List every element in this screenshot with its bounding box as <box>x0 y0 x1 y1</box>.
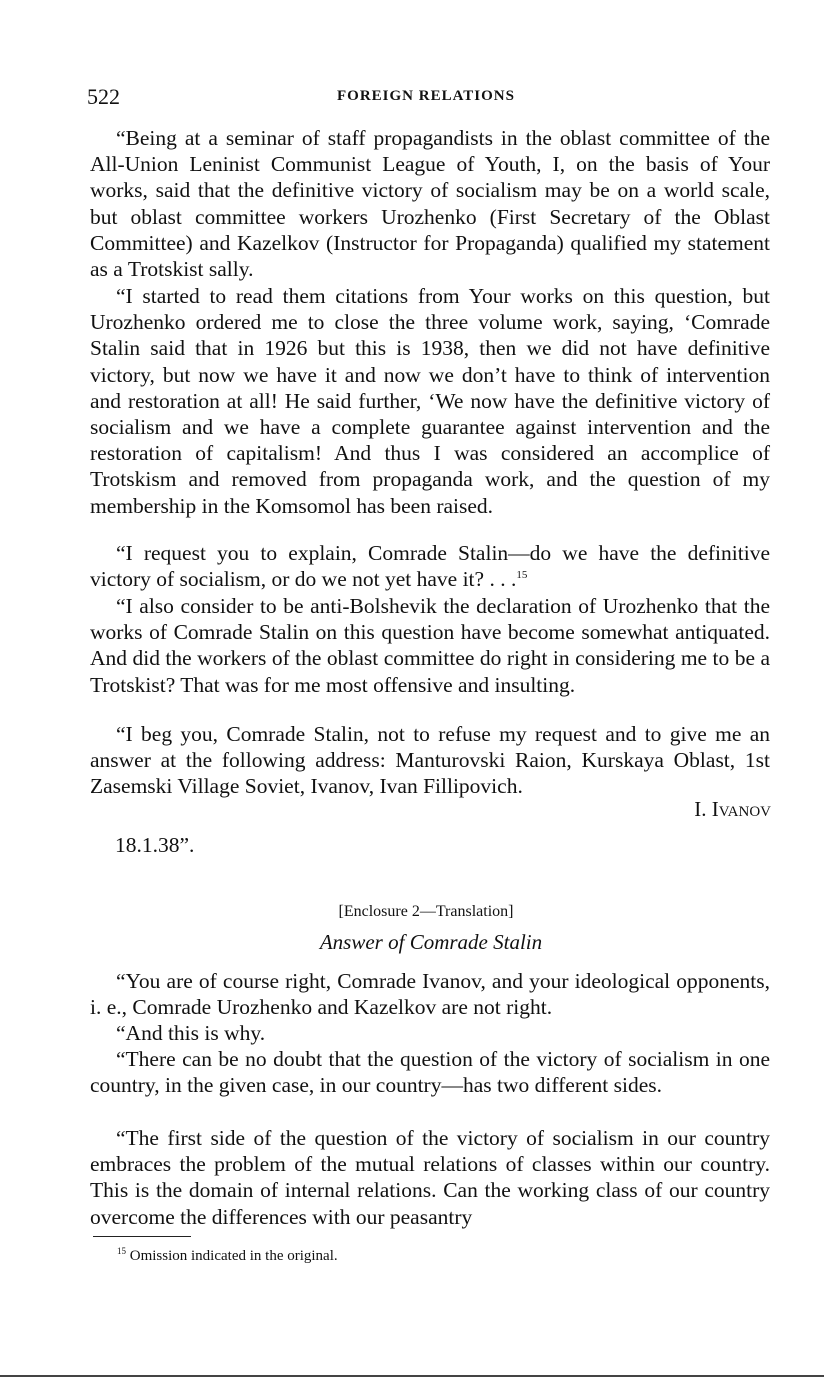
letter-paragraph-5: “I beg you, Comrade Stalin, not to refuse my request and to give me an answer at the following address: Manturovski Raion, Kurskaya Oblast, 1st Zasemski Village Soviet, Ivanov, Ivan Fillipovich. <box>90 722 770 799</box>
page-number: 522 <box>87 84 120 109</box>
enclosure-label: [Enclosure 2—Translation] <box>338 903 514 920</box>
answer-paragraph-4: “The first side of the question of the victory of socialism in our country embraces the problem of the mutual relations of classes within our country. This is the domain of internal relations. Can the working class of our country overcome the differences with our peasantry <box>90 1126 770 1229</box>
signature-name: Ivanov <box>711 797 771 821</box>
answer-paragraph-1: “You are of course right, Comrade Ivanov, and your ideological opponents, i. e., Comrade Urozhenko and Kazelkov are not right. <box>90 969 770 1020</box>
letter-paragraph-4: “I also consider to be anti-Bolshevik the declaration of Urozhenko that the works of Comrade Stalin on this question have become somewhat antiquated. And did the workers of the oblast committee do right in considering me to be a Trotskist? That was for me most offensive and insulting. <box>90 594 770 697</box>
footnote-text: Omission indicated in the original. <box>129 1248 338 1264</box>
letter-paragraph-2: “I started to read them citations from Your works on this question, but Urozhenko ordered me to close the three volume work, saying, ‘Comrade Stalin said that in 1926 but this is 1938, then we did not have definitive victory, but now we have it and now we don’t have to think of intervention and restoration at all! He said further, ‘We now have the definitive victory of socialism and we have a complete guarantee against intervention and the restoration of capitalism! And thus I was considered an accomplice of Trotskism and removed from propaganda work, and the question of my membership in the Komsomol has been raised. <box>90 284 770 518</box>
answer-title: Answer of Comrade Stalin <box>319 930 543 954</box>
footnote-rule <box>93 1236 191 1237</box>
signature <box>694 797 771 822</box>
footnote-ref-15: 15 <box>516 569 528 582</box>
answer-paragraph-3: “There can be no doubt that the question of the victory of socialism in one country, in the given case, in our country—has two different sides. <box>90 1047 770 1098</box>
signature-initial: I. <box>694 797 707 821</box>
footnote-number: 15 <box>117 1246 126 1256</box>
footnote <box>117 1248 338 1265</box>
running-head: FOREIGN RELATIONS <box>336 88 515 104</box>
page-bottom-rule <box>0 1375 824 1377</box>
letter-paragraph-3 <box>90 540 770 592</box>
letter-date: 18.1.38”. <box>115 833 195 857</box>
letter-paragraph-1: “Being at a seminar of staff propagandists in the oblast committee of the All-Union Leninist Communist League of Youth, I, on the basis of Your works, said that the definitive victory of socialism may be on a world scale, but oblast committee workers Urozhenko (First Secretary of the Oblast Committee) and Kazelkov (Instructor for Propaganda) qualified my statement as a Trotskist sally. <box>90 126 770 282</box>
answer-paragraph-2: “And this is why. <box>116 1021 266 1045</box>
letter-paragraph-3-text: “I request you to explain, Comrade Stalin—do we have the definitive victory of socialism, or do we not yet have it? . . . <box>90 541 770 592</box>
